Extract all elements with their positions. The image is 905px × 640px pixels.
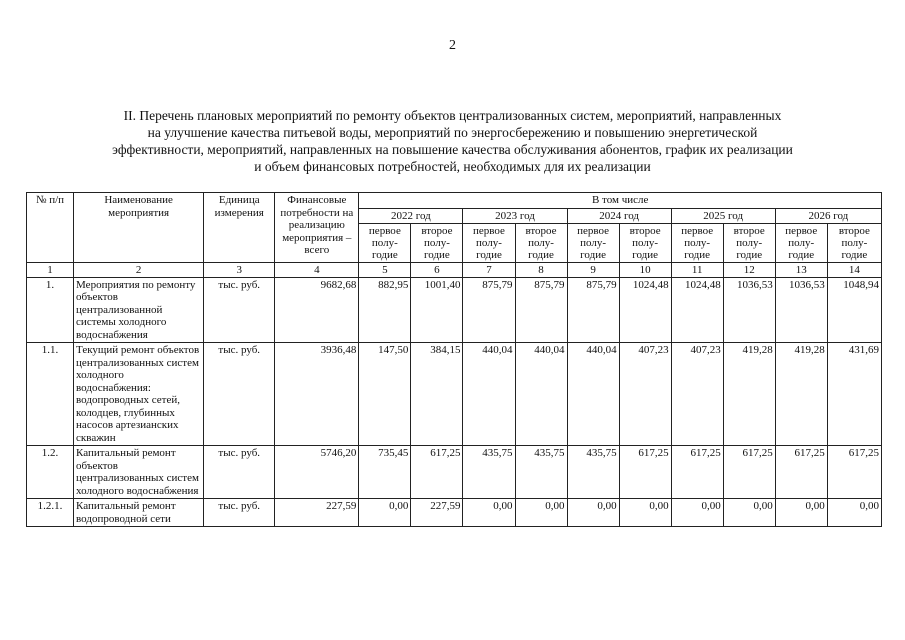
column-number: 3 [204,262,275,277]
row-name: Мероприятия по ремонту объектов централизованной системы холодного водоснабжения [74,277,204,343]
heading-line: и объем финансовых потребностей, необходимых для их реализации [254,159,651,174]
table-row [27,499,882,527]
row-value: 617,25 [723,446,775,499]
row-value: 440,04 [567,343,619,446]
row-num: 1.2.1. [27,499,74,527]
row-value: 0,00 [827,499,881,527]
row-value: 875,79 [567,277,619,343]
row-value: 0,00 [775,499,827,527]
column-number: 12 [723,262,775,277]
row-value: 407,23 [619,343,671,446]
column-number: 11 [671,262,723,277]
row-value: 875,79 [463,277,515,343]
header-first-half: первое полу-годие [775,223,827,262]
table-row [27,343,882,446]
header-finance: Финансовые потребности на реализацию мероприятия – всего [275,193,359,263]
column-number: 1 [27,262,74,277]
activities-table [26,192,882,527]
row-num: 1.2. [27,446,74,499]
row-unit: тыс. руб. [204,343,275,446]
row-value: 617,25 [671,446,723,499]
header-second-half: второе полу-годие [411,223,463,262]
header-year: 2026 год [775,208,881,223]
row-total: 3936,48 [275,343,359,446]
column-number: 13 [775,262,827,277]
header-year: 2025 год [671,208,775,223]
row-value: 617,25 [775,446,827,499]
row-name: Капитальный ремонт водопроводной сети [74,499,204,527]
column-number: 14 [827,262,881,277]
row-num: 1. [27,277,74,343]
row-value: 0,00 [671,499,723,527]
row-value: 147,50 [359,343,411,446]
table-row [27,446,882,499]
row-value: 1036,53 [775,277,827,343]
section-heading [40,107,865,175]
row-unit: тыс. руб. [204,499,275,527]
row-name: Текущий ремонт объектов централизованных систем холодного водоснабжения: водопроводных сетей, колодцев, глубинных насосов артезианских скважин [74,343,204,446]
row-value: 0,00 [359,499,411,527]
column-number: 4 [275,262,359,277]
row-value: 431,69 [827,343,881,446]
header-year: 2022 год [359,208,463,223]
row-unit: тыс. руб. [204,446,275,499]
heading-line: на улучшение качества питьевой воды, мероприятий по энергосбережению и повышению энергетической [147,125,758,140]
page-number: 2 [449,38,456,53]
row-value: 435,75 [515,446,567,499]
header-num: № п/п [27,193,74,263]
column-number: 5 [359,262,411,277]
row-value: 1024,48 [671,277,723,343]
header-unit: Единица измерения [204,193,275,263]
header-second-half: второе полу-годие [723,223,775,262]
row-value: 0,00 [567,499,619,527]
column-number: 7 [463,262,515,277]
row-value: 435,75 [463,446,515,499]
row-value: 735,45 [359,446,411,499]
row-num: 1.1. [27,343,74,446]
heading-line: эффективности, мероприятий, направленных на повышение качества обслуживания абонентов, график их реализации [112,142,793,157]
row-value: 617,25 [619,446,671,499]
column-number: 2 [74,262,204,277]
header-first-half: первое полу-годие [567,223,619,262]
header-first-half: первое полу-годие [359,223,411,262]
column-numbers-row [27,262,882,277]
row-name: Капитальный ремонт объектов централизованных систем холодного водоснабжения [74,446,204,499]
header-year: 2024 год [567,208,671,223]
row-value: 617,25 [411,446,463,499]
row-value: 0,00 [619,499,671,527]
header-including: В том числе [359,193,882,209]
column-number: 6 [411,262,463,277]
row-value: 440,04 [463,343,515,446]
row-value: 617,25 [827,446,881,499]
row-value: 407,23 [671,343,723,446]
header-second-half: второе полу-годие [515,223,567,262]
row-value: 435,75 [567,446,619,499]
header-year: 2023 год [463,208,567,223]
row-value: 419,28 [723,343,775,446]
row-value: 875,79 [515,277,567,343]
row-total: 227,59 [275,499,359,527]
column-number: 9 [567,262,619,277]
row-total: 5746,20 [275,446,359,499]
heading-line: II. Перечень плановых мероприятий по ремонту объектов централизованных систем, мероприятий, направленных [123,108,782,123]
row-value: 0,00 [723,499,775,527]
header-first-half: первое полу-годие [463,223,515,262]
row-value: 1024,48 [619,277,671,343]
row-value: 419,28 [775,343,827,446]
column-number: 10 [619,262,671,277]
column-number: 8 [515,262,567,277]
row-value: 1036,53 [723,277,775,343]
row-total: 9682,68 [275,277,359,343]
row-value: 0,00 [463,499,515,527]
row-value: 882,95 [359,277,411,343]
row-value: 0,00 [515,499,567,527]
table-row [27,277,882,343]
header-name: Наименование мероприятия [74,193,204,263]
row-value: 1001,40 [411,277,463,343]
header-second-half: второе полу-годие [619,223,671,262]
row-value: 440,04 [515,343,567,446]
header-second-half: второе полу-годие [827,223,881,262]
row-value: 227,59 [411,499,463,527]
row-unit: тыс. руб. [204,277,275,343]
header-row [27,193,882,209]
row-value: 1048,94 [827,277,881,343]
row-value: 384,15 [411,343,463,446]
header-first-half: первое полу-годие [671,223,723,262]
